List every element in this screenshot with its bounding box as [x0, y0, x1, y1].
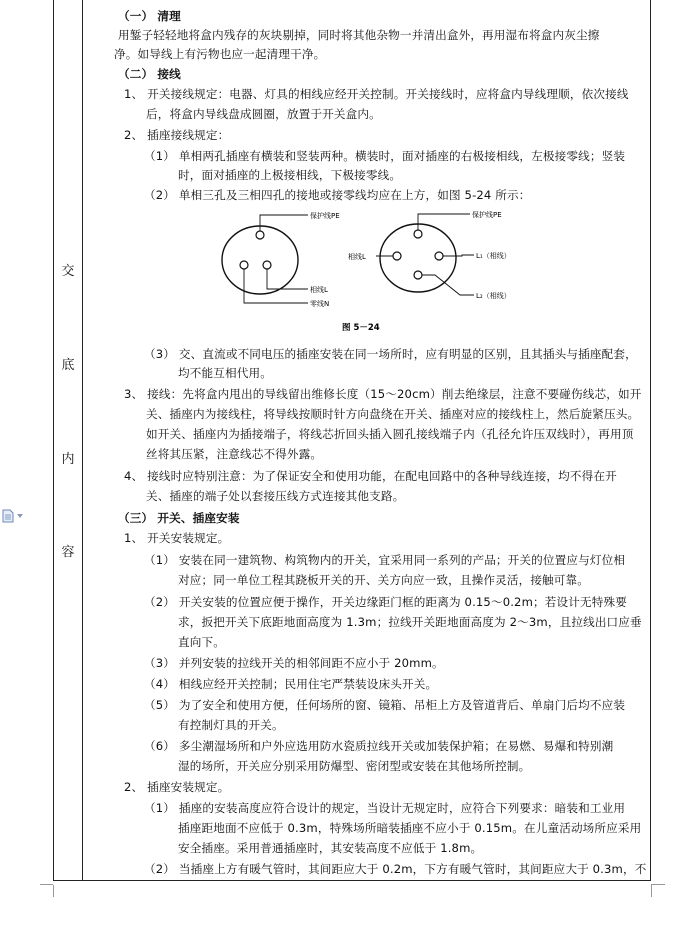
section-heading: （二） 接线 [118, 67, 181, 81]
text-line: 直向下。 [178, 635, 225, 649]
label-column [53, 0, 83, 881]
text-line: 1、 开关接线规定：电器、灯具的相线应经开关控制。开关接线时，应将盒内导线理顺，依次接线 [124, 87, 629, 101]
page-corner-mark-left-h [40, 884, 53, 886]
section-heading: （一） 清理 [118, 9, 181, 23]
pe-terminal-hole [256, 231, 264, 239]
text-line: 用錾子轻轻地将盒内残存的灰块剔掉，同时将其他杂物一并清出盒外，再用湿布将盒内灰尘擦 [118, 28, 600, 42]
text-line: （2） 开关安装的位置应便于操作，开关边缘距门框的距离为 0.15～0.2m；若设计无特殊要 [144, 595, 627, 609]
text-line: 4、 接线时应特别注意：为了保证安全和使用功能，在配电回路中的各种导线连接，均不得在开 [124, 469, 617, 483]
text-line: 求，扳把开关下底距地面高度为 1.3m；拉线开关距地面高度为 2～3m，且拉线出口应垂 [178, 615, 642, 629]
label-pe-left: 保护线PE [310, 212, 340, 220]
live-terminal-hole [263, 261, 271, 269]
page-corner-mark-left [40, 885, 54, 897]
text-line: 对应；同一单位工程其跷板开关的开、关方向应一致，且操作灵活，接触可靠。 [178, 573, 590, 587]
text-line: 2、 插座接线规定： [124, 128, 230, 142]
text-line: 3、 接线：先将盒内甩出的导线留出维修长度（15～20cm）削去绝缘层，注意不要碰伤线芯，如开 [124, 387, 642, 401]
text-line: 后，将盒内导线盘成圆圈，放置于开关盒内。 [146, 107, 381, 121]
text-line: 关、插座内为接线柱，将导线按顺时针方向盘绕在开关、插座对应的接线柱上，然后旋紧压头。 [146, 407, 640, 421]
table-right-border [650, 0, 651, 881]
label-l2: L₂（相线） [476, 292, 511, 300]
text-line: （5） 为了安全和使用方便，任何场所的窗、镜箱、吊柜上方及管道背后、单扇门后均不应装 [144, 698, 626, 712]
table-bottom-border [53, 880, 651, 881]
text-line: （6） 多尘潮湿场所和户外应选用防水瓷质拉线开关或加装保护箱；在易燃、易爆和特别潮 [144, 739, 614, 753]
l-terminal-hole [393, 252, 401, 260]
text-line: （3） 并列安装的拉线开关的相邻间距不应小于 20mm。 [144, 656, 444, 670]
text-line: 净。如导线上有污物也应一起清理干净。 [114, 47, 326, 61]
text-line: 1、 开关安装规定。 [124, 531, 230, 545]
pe-terminal-hole-right [414, 230, 422, 238]
text-line: 有控制灯具的开关。 [178, 718, 284, 732]
l1-terminal-hole [435, 252, 443, 260]
side-label-char: 底 [61, 358, 75, 373]
section-heading: （三） 开关、插座安装 [118, 511, 240, 525]
text-line: 丝将其压紧，注意线芯不得外露。 [146, 447, 323, 461]
page-corner-mark-right [651, 884, 665, 897]
chevron-down-icon[interactable] [17, 514, 23, 519]
text-line: （3） 交、直流或不同电压的插座安装在同一场所时，应有明显的区别，且其插头与插座配套， [144, 347, 637, 361]
figure-caption: 图 5－24 [342, 323, 380, 333]
document-icon[interactable] [2, 509, 14, 523]
text-line: 均不能互相代用。 [178, 366, 272, 380]
neutral-terminal-hole [240, 261, 248, 269]
text-line: （1） 插座的安装高度应符合设计的规定，当设计无规定时，应符合下列要求：暗装和工业用 [144, 801, 626, 815]
text-line: 安全插座。采用普通插座时，其安装高度不应低于 1.8m。 [178, 841, 483, 855]
text-line: （1） 单相两孔插座有横装和竖装两种。横装时，面对插座的右极接相线，左极接零线；竖装 [144, 149, 626, 163]
text-line: 关、插座的端子处以套接压线方式连接其他支路。 [146, 489, 405, 503]
text-line: 如开关、插座内为插接端子，将线芯折回头插入圆孔接线端子内（孔径允许压双线时），再用顶 [146, 427, 634, 441]
side-label-char: 内 [61, 452, 75, 467]
label-l1: L₁（相线） [476, 252, 511, 260]
side-label-char: 容 [61, 545, 75, 560]
text-line: （4） 相线应经开关控制；民用住宅严禁装设床头开关。 [144, 677, 438, 691]
text-line: 时，面对插座的上极接相线，下极接零线。 [178, 168, 402, 182]
label-l-left: 相线L [310, 286, 328, 294]
label-l-right: 相线L [348, 253, 366, 261]
label-pe-right: 保护线PE [472, 211, 502, 219]
text-line: （1） 安装在同一建筑物、构筑物内的开关，宜采用同一系列的产品；开关的位置应与灯位相 [144, 553, 626, 567]
text-line: 插座距地面不应低于 0.3m，特殊场所暗装插座不应小于 0.15m。在儿童活动场所应采用 [178, 821, 642, 835]
text-line: 2、 插座安装规定。 [124, 780, 230, 794]
text-line: 湿的场所，开关应分别采用防爆型、密闭型或安装在其他场所控制。 [178, 759, 531, 773]
l2-terminal-hole [414, 271, 422, 279]
side-label-char: 交 [61, 264, 75, 279]
text-line: （2） 当插座上方有暖气管时，其间距应大于 0.2m，下方有暖气管时，其间距应大于 0.3m，不 [144, 862, 647, 876]
socket-diagram-figure [210, 203, 570, 343]
text-line: （2） 单相三孔及三相四孔的接地或接零线均应在上方，如图 5-24 所示： [144, 188, 531, 202]
label-n-left: 零线N [310, 300, 330, 308]
